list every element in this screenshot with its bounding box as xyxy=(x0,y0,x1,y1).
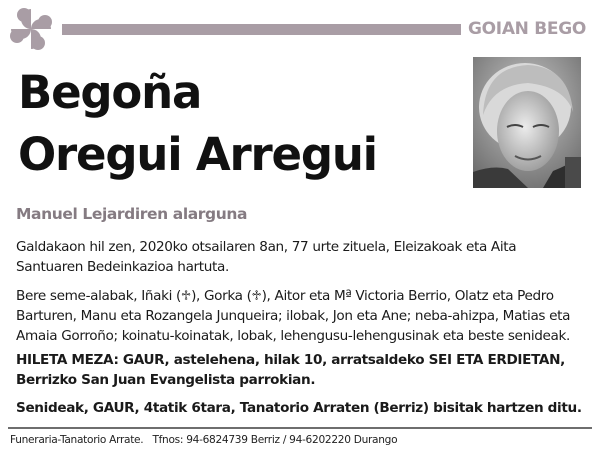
lauburu-icon xyxy=(8,6,54,52)
deceased-first-name: Begoña xyxy=(18,66,202,119)
header-bar xyxy=(62,24,461,35)
visiting-paragraph: Senideak, GAUR, 4tatik 6tara, Tanatorio Arraten (Berriz) bisitak hartzen ditu. xyxy=(16,400,582,416)
footer-divider xyxy=(8,427,592,429)
family-paragraph: Bere seme-alabak, Iñaki (♱), Gorka (♱), Aitor eta Mª Victoria Berrio, Olatz eta Pedro Barturen, Manu eta Rozangela Junqueira; ilobak, Jon eta Ane; neba-ahizpa, Matias eta Amaia Gorroño; koinatu-koinatak, lobak, lehengusu-lehengusinak eta beste senideak. xyxy=(16,288,571,344)
header-label: GOIAN BEGO xyxy=(468,19,587,39)
funeral-home-phones: Tfnos: 94-6824739 Berriz / 94-6202220 Durango xyxy=(152,434,398,446)
portrait-photo xyxy=(473,57,581,188)
death-paragraph: Galdakaon hil zen, 2020ko otsailaren 8an, 77 urte zituela, Eleizakoak eta Aita Santuaren Bedeinkazioa hartuta. xyxy=(16,239,517,275)
footer xyxy=(10,434,403,446)
funeral-home-name: Funeraria-Tanatorio Arrate. xyxy=(10,434,144,446)
funeral-mass-paragraph: HILETA MEZA: GAUR, astelehena, hilak 10, arratsaldeko SEI ETA ERDIETAN, Berrizko San Juan Evangelista parrokian. xyxy=(16,352,565,388)
subtitle: Manuel Lejardiren alarguna xyxy=(16,205,248,223)
deceased-surnames: Oregui Arregui xyxy=(18,128,377,181)
